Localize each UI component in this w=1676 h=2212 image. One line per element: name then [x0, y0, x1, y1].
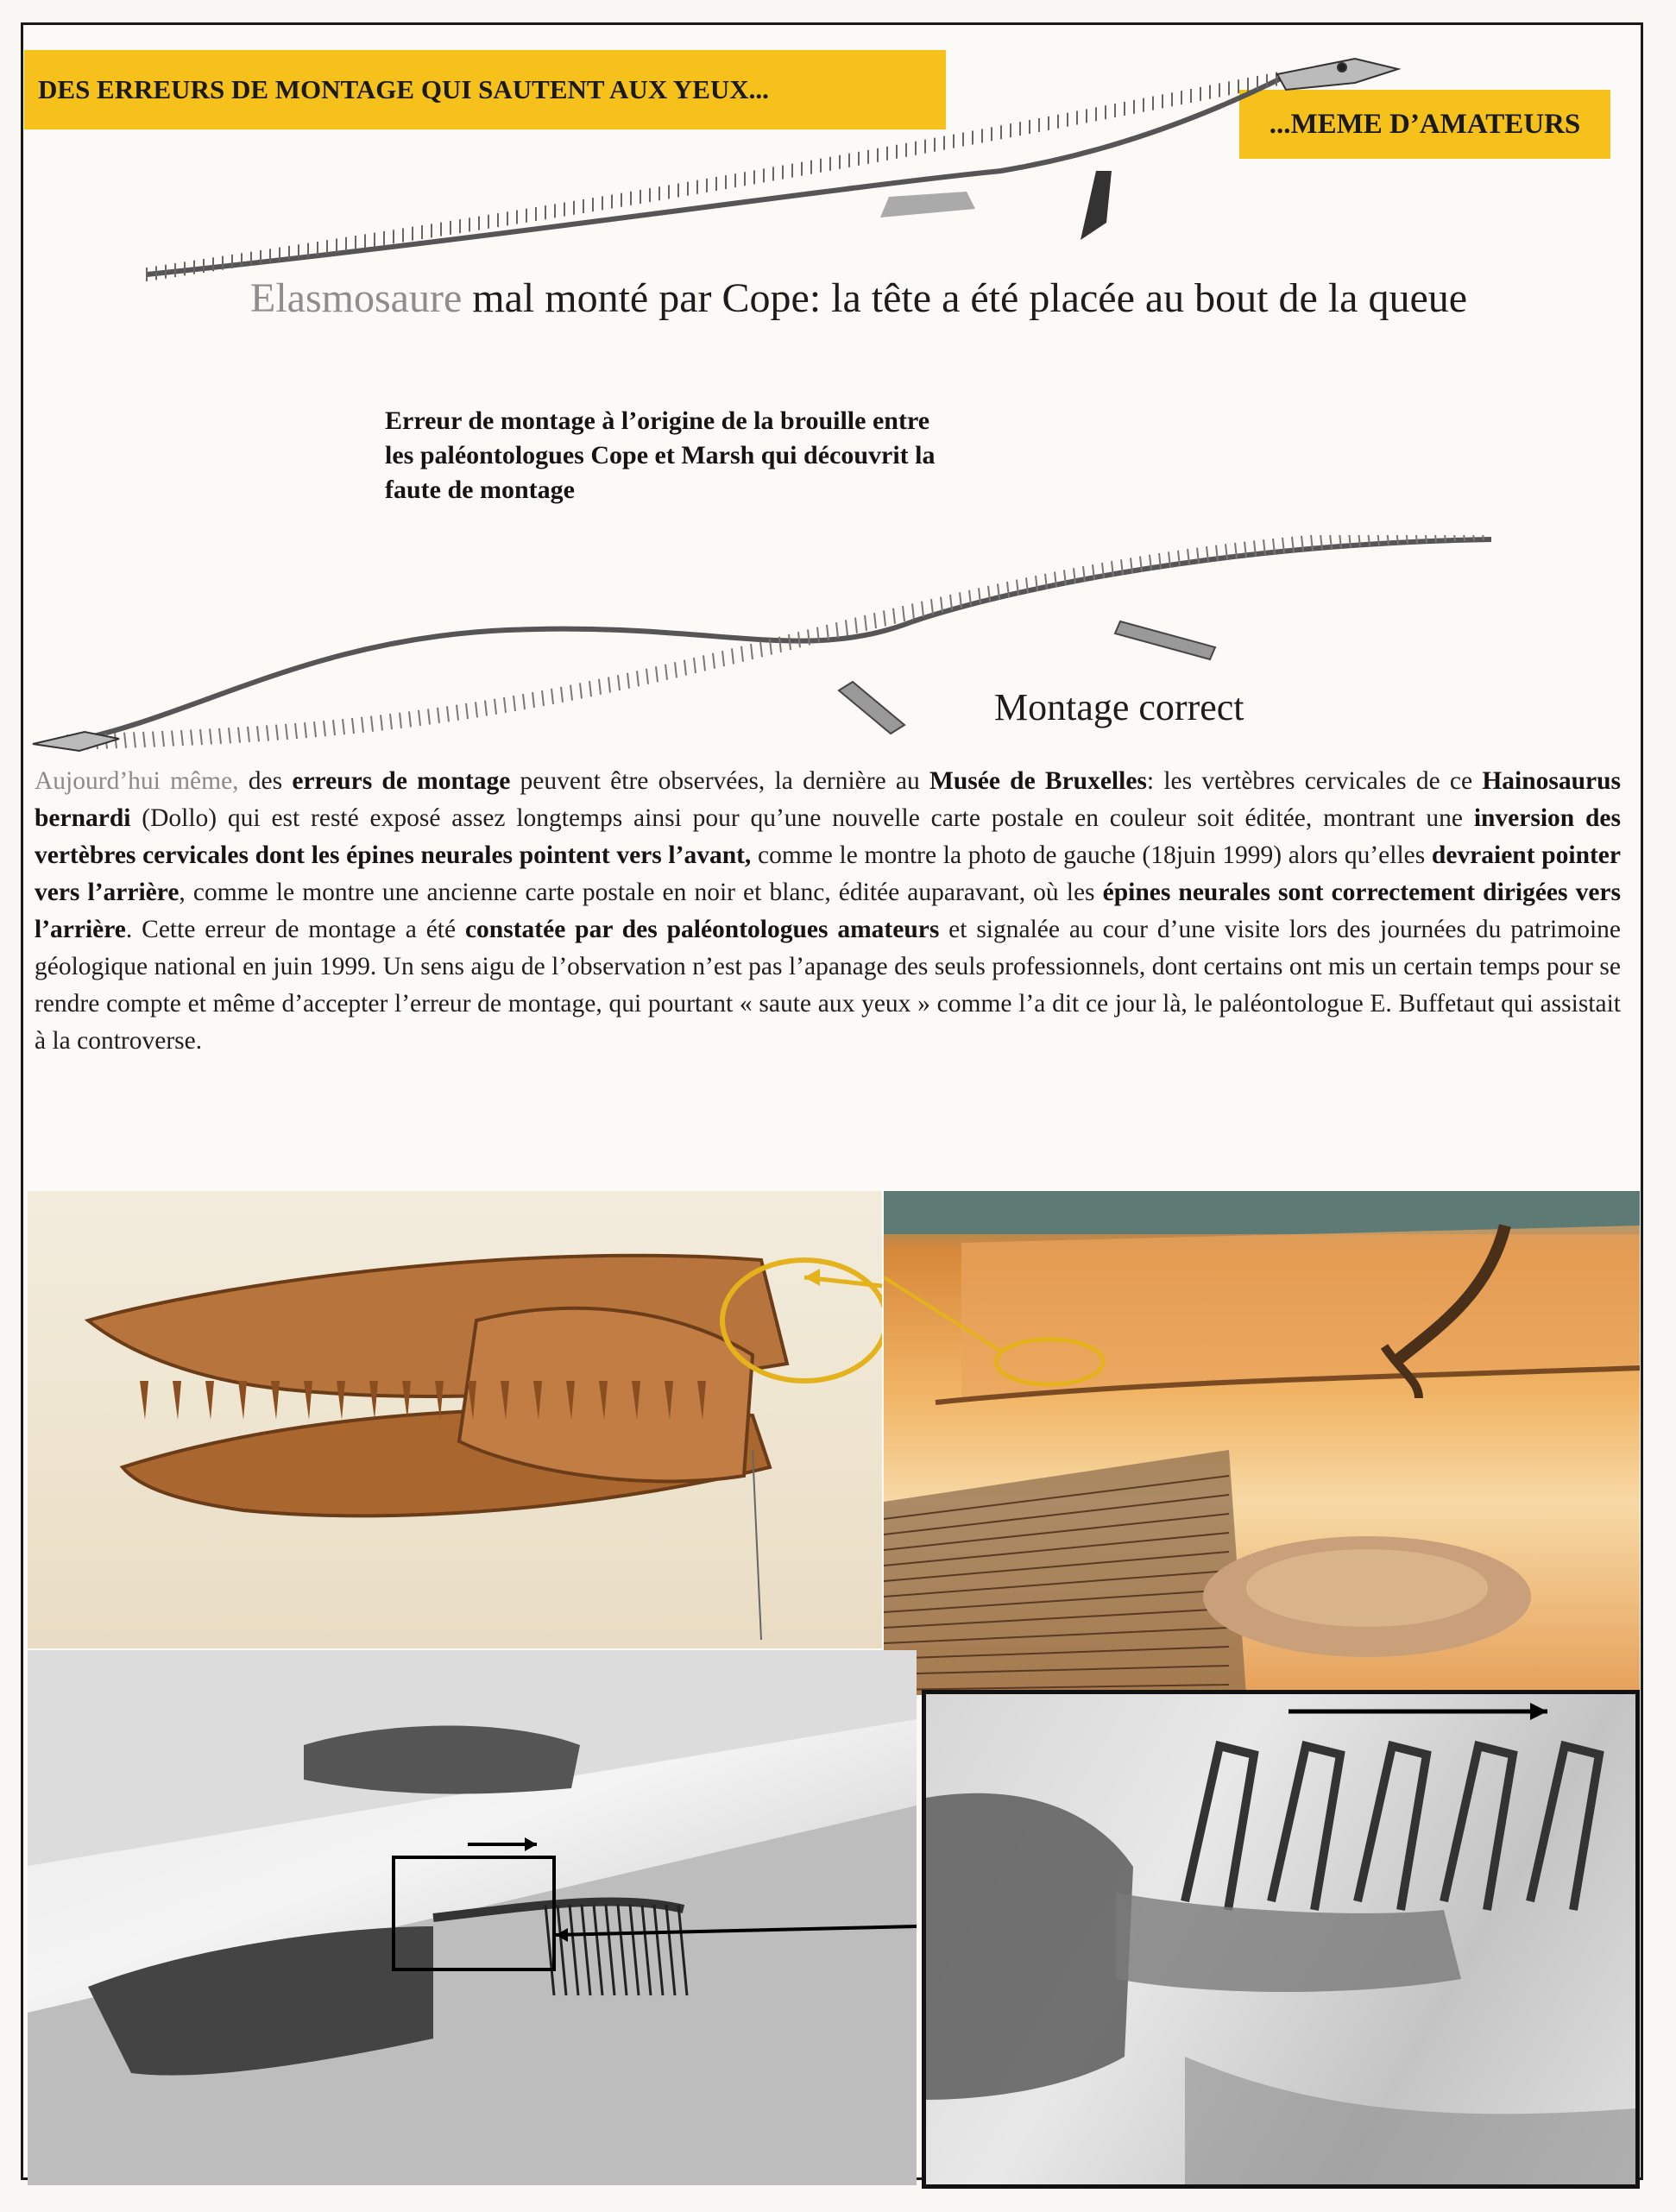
bottom-caption: Montage correct: [994, 686, 1244, 728]
article-emphasis: Musée de Bruxelles: [929, 767, 1147, 795]
note-line: faute de montage: [385, 476, 575, 504]
article-emphasis: erreurs de montage: [292, 767, 511, 795]
article-text: Aujourd’hui même,: [35, 767, 239, 795]
photo-vertebrae-zoom: [922, 1690, 1640, 2189]
top-caption-faded: Elasmosaure: [250, 275, 463, 321]
elasmosaur-skeleton-incorrect: [138, 41, 1415, 300]
article-text: (Dollo) qui est resté exposé assez longtemps ainsi pour qu’une nouvelle carte postale en couleur soit éditée, montrant une: [130, 804, 1474, 832]
article-text: . Cette erreur de montage a été: [125, 916, 465, 943]
article-emphasis: inversion des vertèbres cervicales dont les épines neurales pointent vers l’avant,: [35, 804, 1621, 869]
photo-bw-museum-mount: [28, 1650, 917, 2185]
header-banner-left: DES ERREURS DE MONTAGE QUI SAUTENT AUX YEUX...: [24, 50, 946, 129]
skull-illustration: [28, 1191, 882, 1648]
note-line: Erreur de montage à l’origine de la brouille entre: [385, 406, 930, 435]
article-text: comme le montre la photo de gauche (18juin 1999) alors qu’elles: [751, 841, 1432, 869]
top-caption-rest: mal monté par Cope: la tête a été placée au bout de la queue: [462, 275, 1468, 321]
cope-marsh-note: [385, 404, 1162, 507]
article-text: des: [238, 767, 293, 795]
hall-illustration: [884, 1191, 1640, 1695]
bw-mount-illustration: [28, 1650, 917, 2185]
top-caption: [250, 274, 1467, 322]
article-text: : les vertèbres cervicales de ce: [1146, 767, 1483, 795]
elasmosaur-skeleton-correct: [24, 535, 1500, 759]
note-line: les paléontologues Cope et Marsh qui découvrit la: [385, 441, 936, 469]
article-emphasis: Hainosaurus bernardi: [35, 767, 1622, 832]
article-text: et signalée au cour d’une visite lors des journées du patrimoine géologique national en juin 1999. Un sens aigu de l’observation n’est pas l’apanage des seuls professionnels, dont certains ont mis un certain temps pour se rendre compte et même d’accepter l’erreur de montage, qui pourtant « saute aux yeux » comme l’a dit ce jour là, le paléontologue E. Buffetaut qui assistait à la controverse.: [35, 916, 1621, 1055]
article-emphasis: devraient pointer vers l’arrière: [35, 841, 1621, 906]
article-emphasis: épines neurales sont correctement dirigées vers l’arrière: [35, 879, 1621, 943]
article-text: peuvent être observées, la dernière au: [510, 767, 930, 795]
zoom-illustration: [926, 1694, 1635, 2184]
header-banner-right: ...MEME D’AMATEURS: [1239, 90, 1610, 159]
article-body: [35, 763, 1621, 1060]
photo-skull-closeup: [28, 1191, 882, 1648]
photo-museum-hall: [884, 1191, 1640, 1695]
article-text: , comme le montre une ancienne carte postale en noir et blanc, éditée auparavant, où les: [179, 879, 1103, 906]
article-emphasis: constatée par des paléontologues amateurs: [464, 916, 940, 943]
